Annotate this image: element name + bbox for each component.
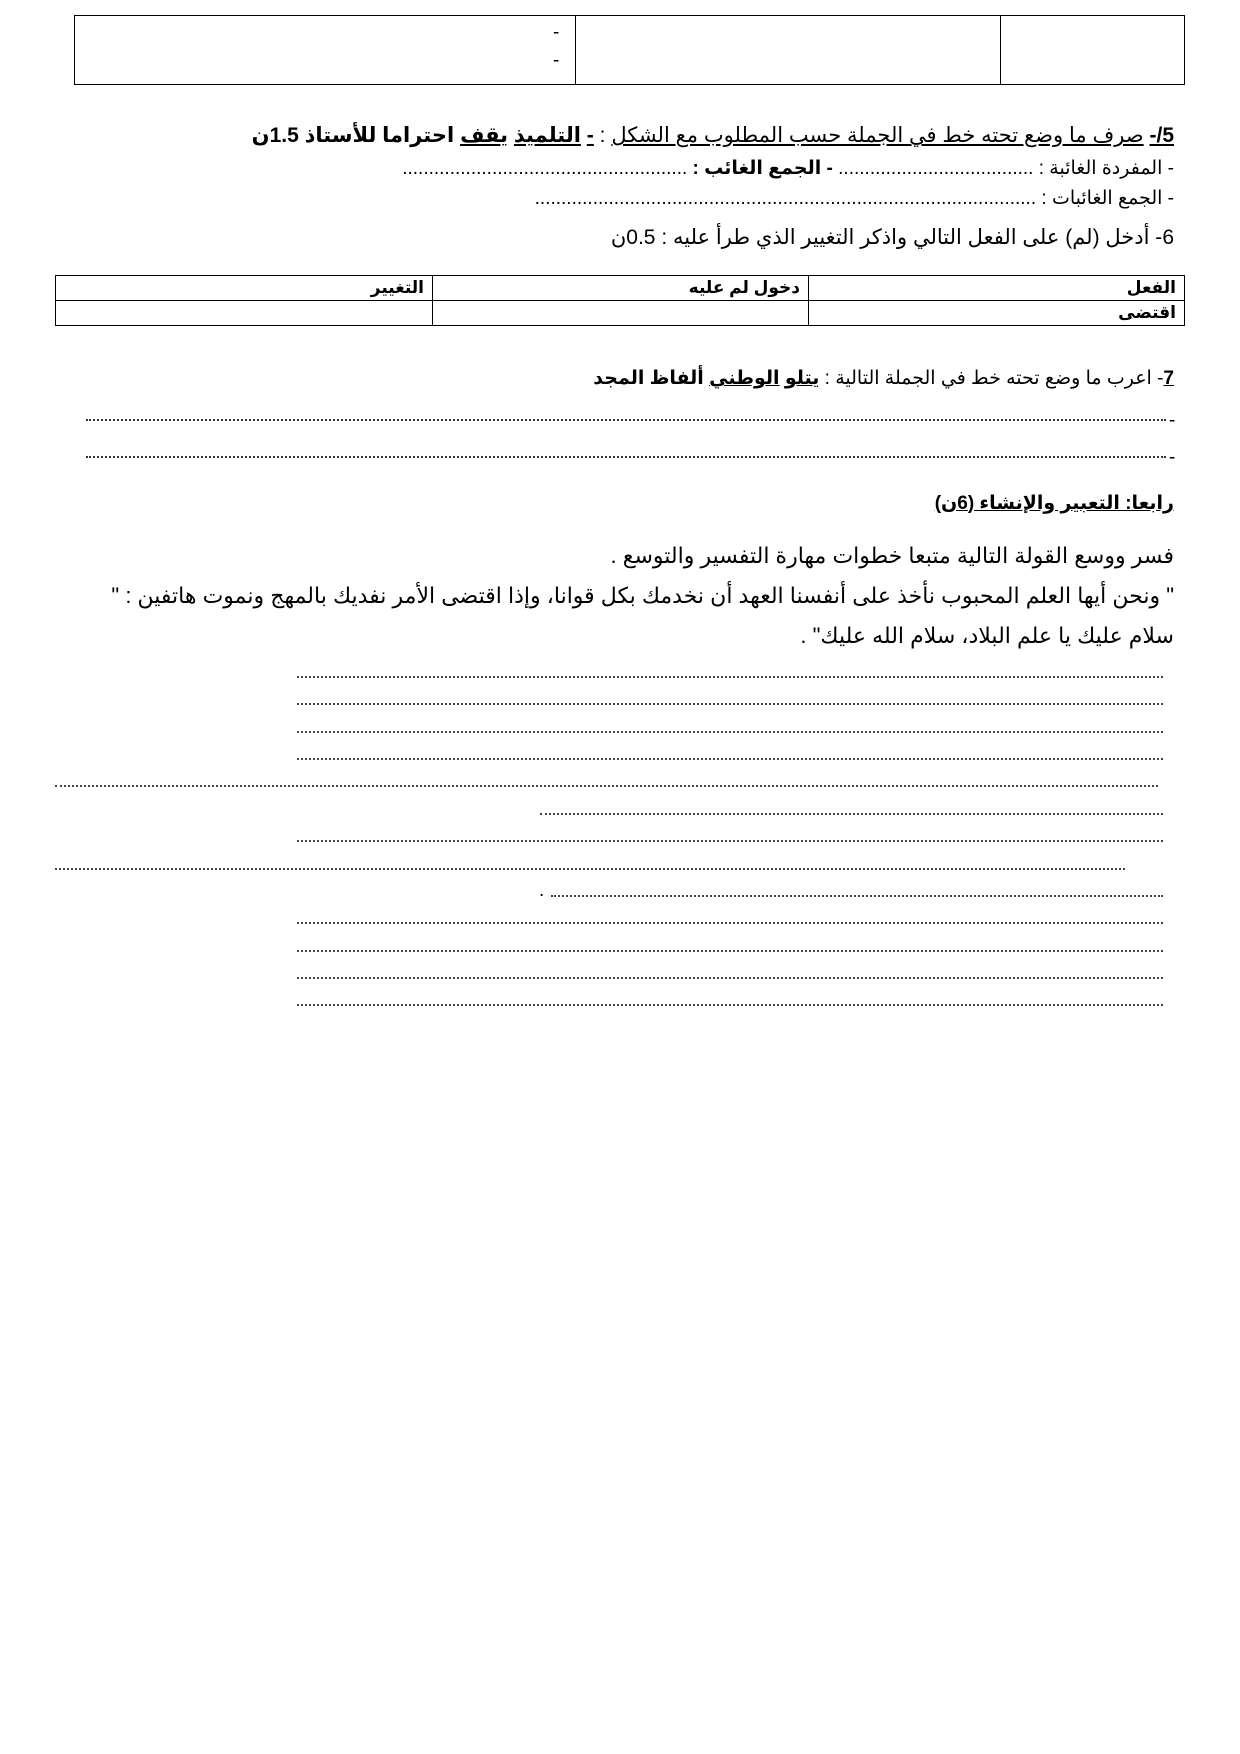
q5-rest: احتراما للأستاذ [304, 124, 455, 147]
writing-line[interactable] [55, 785, 1158, 787]
line-dash: - [1169, 447, 1176, 468]
table-row [56, 276, 1185, 301]
header-verb: الفعل [809, 276, 1185, 301]
header-with-lam: دخول لم عليه [433, 276, 809, 301]
writing-line[interactable] [297, 977, 1163, 979]
header-change: التغيير [56, 276, 433, 301]
writing-line[interactable] [551, 895, 1163, 897]
label-plural-absent-fem: - الجمع الغائبات : [1041, 188, 1174, 209]
top-answer-table [74, 15, 1185, 85]
writing-line[interactable] [297, 703, 1163, 705]
writing-line[interactable] [297, 731, 1163, 733]
section-4-prompt: فسر ووسع القولة التالية متبعا خطوات مهارة التفسير والتوسع . [610, 543, 1174, 568]
writing-line[interactable] [297, 758, 1163, 760]
q7-object: ألفاظ المجد [593, 368, 704, 389]
q5-colon: : [599, 124, 606, 147]
table-divider [1000, 16, 1001, 84]
table-row [56, 301, 1185, 326]
q7-heading [593, 367, 1174, 390]
writing-line[interactable] [540, 813, 1163, 815]
line-dash: - [1169, 410, 1176, 431]
writing-line[interactable] [55, 868, 1125, 870]
writing-line[interactable] [297, 840, 1163, 842]
q5-line-2 [535, 187, 1174, 210]
q5-instruction: صرف ما وضع تحته خط في الجملة حسب المطلوب مع الشكل [611, 124, 1144, 147]
verb-table [55, 275, 1185, 326]
q7-text: - اعرب ما وضع تحته خط في الجملة التالية : [824, 368, 1164, 389]
quote-line-2: سلام عليك يا علم البلاد، سلام الله عليك" . [800, 623, 1174, 648]
q5-verb: يقف [460, 124, 509, 147]
writing-line[interactable] [297, 922, 1163, 924]
q5-number: 5/- [1149, 124, 1174, 147]
quote-line-1: " ونحن أيها العلم المحبوب نأخذ على أنفسنا العهد أن نخدمك بكل قوانا، وإذا اقتضى الأمر نفديك بالمهج ونموت هاتفين : " [111, 583, 1174, 608]
q5-line-1 [402, 157, 1174, 180]
q7-subject: الوطني [709, 368, 780, 389]
dash-mark: - [553, 22, 560, 43]
answer-line[interactable] [86, 456, 1166, 458]
label-singular-absent-fem: - المفردة الغائبة : [1038, 158, 1174, 179]
answer-line[interactable] [86, 419, 1166, 421]
q6-heading: 6- أدخل (لم) على الفعل التالي واذكر التغيير الذي طرأ عليه : 0.5ن [610, 226, 1174, 249]
cell-answer[interactable] [56, 301, 433, 326]
section-4-title: رابعا: التعبير والإنشاء (6ن) [934, 493, 1174, 514]
q5-subject: التلميذ [513, 124, 581, 147]
q5-points: 1.5ن [251, 124, 299, 147]
q7-number: 7 [1163, 368, 1174, 389]
label-plural-absent-masc: - الجمع الغائب : [692, 158, 833, 179]
writing-line[interactable] [297, 1004, 1163, 1006]
answer-blank[interactable]: ............................................................................................... [534, 188, 1037, 209]
writing-line[interactable] [297, 676, 1163, 678]
cell-answer[interactable] [433, 301, 809, 326]
q5-heading [252, 123, 1174, 148]
writing-line[interactable] [297, 950, 1163, 952]
answer-blank[interactable]: ...................................................... [402, 158, 688, 179]
line-dot: . [539, 880, 545, 901]
dash-mark: - [553, 50, 560, 71]
q5-sentence-dash: - [586, 124, 594, 147]
cell-verb: اقتضى [809, 301, 1185, 326]
table-divider [575, 16, 576, 84]
answer-blank[interactable]: ..................................... [838, 158, 1034, 179]
q7-verb: يتلو [784, 368, 820, 389]
